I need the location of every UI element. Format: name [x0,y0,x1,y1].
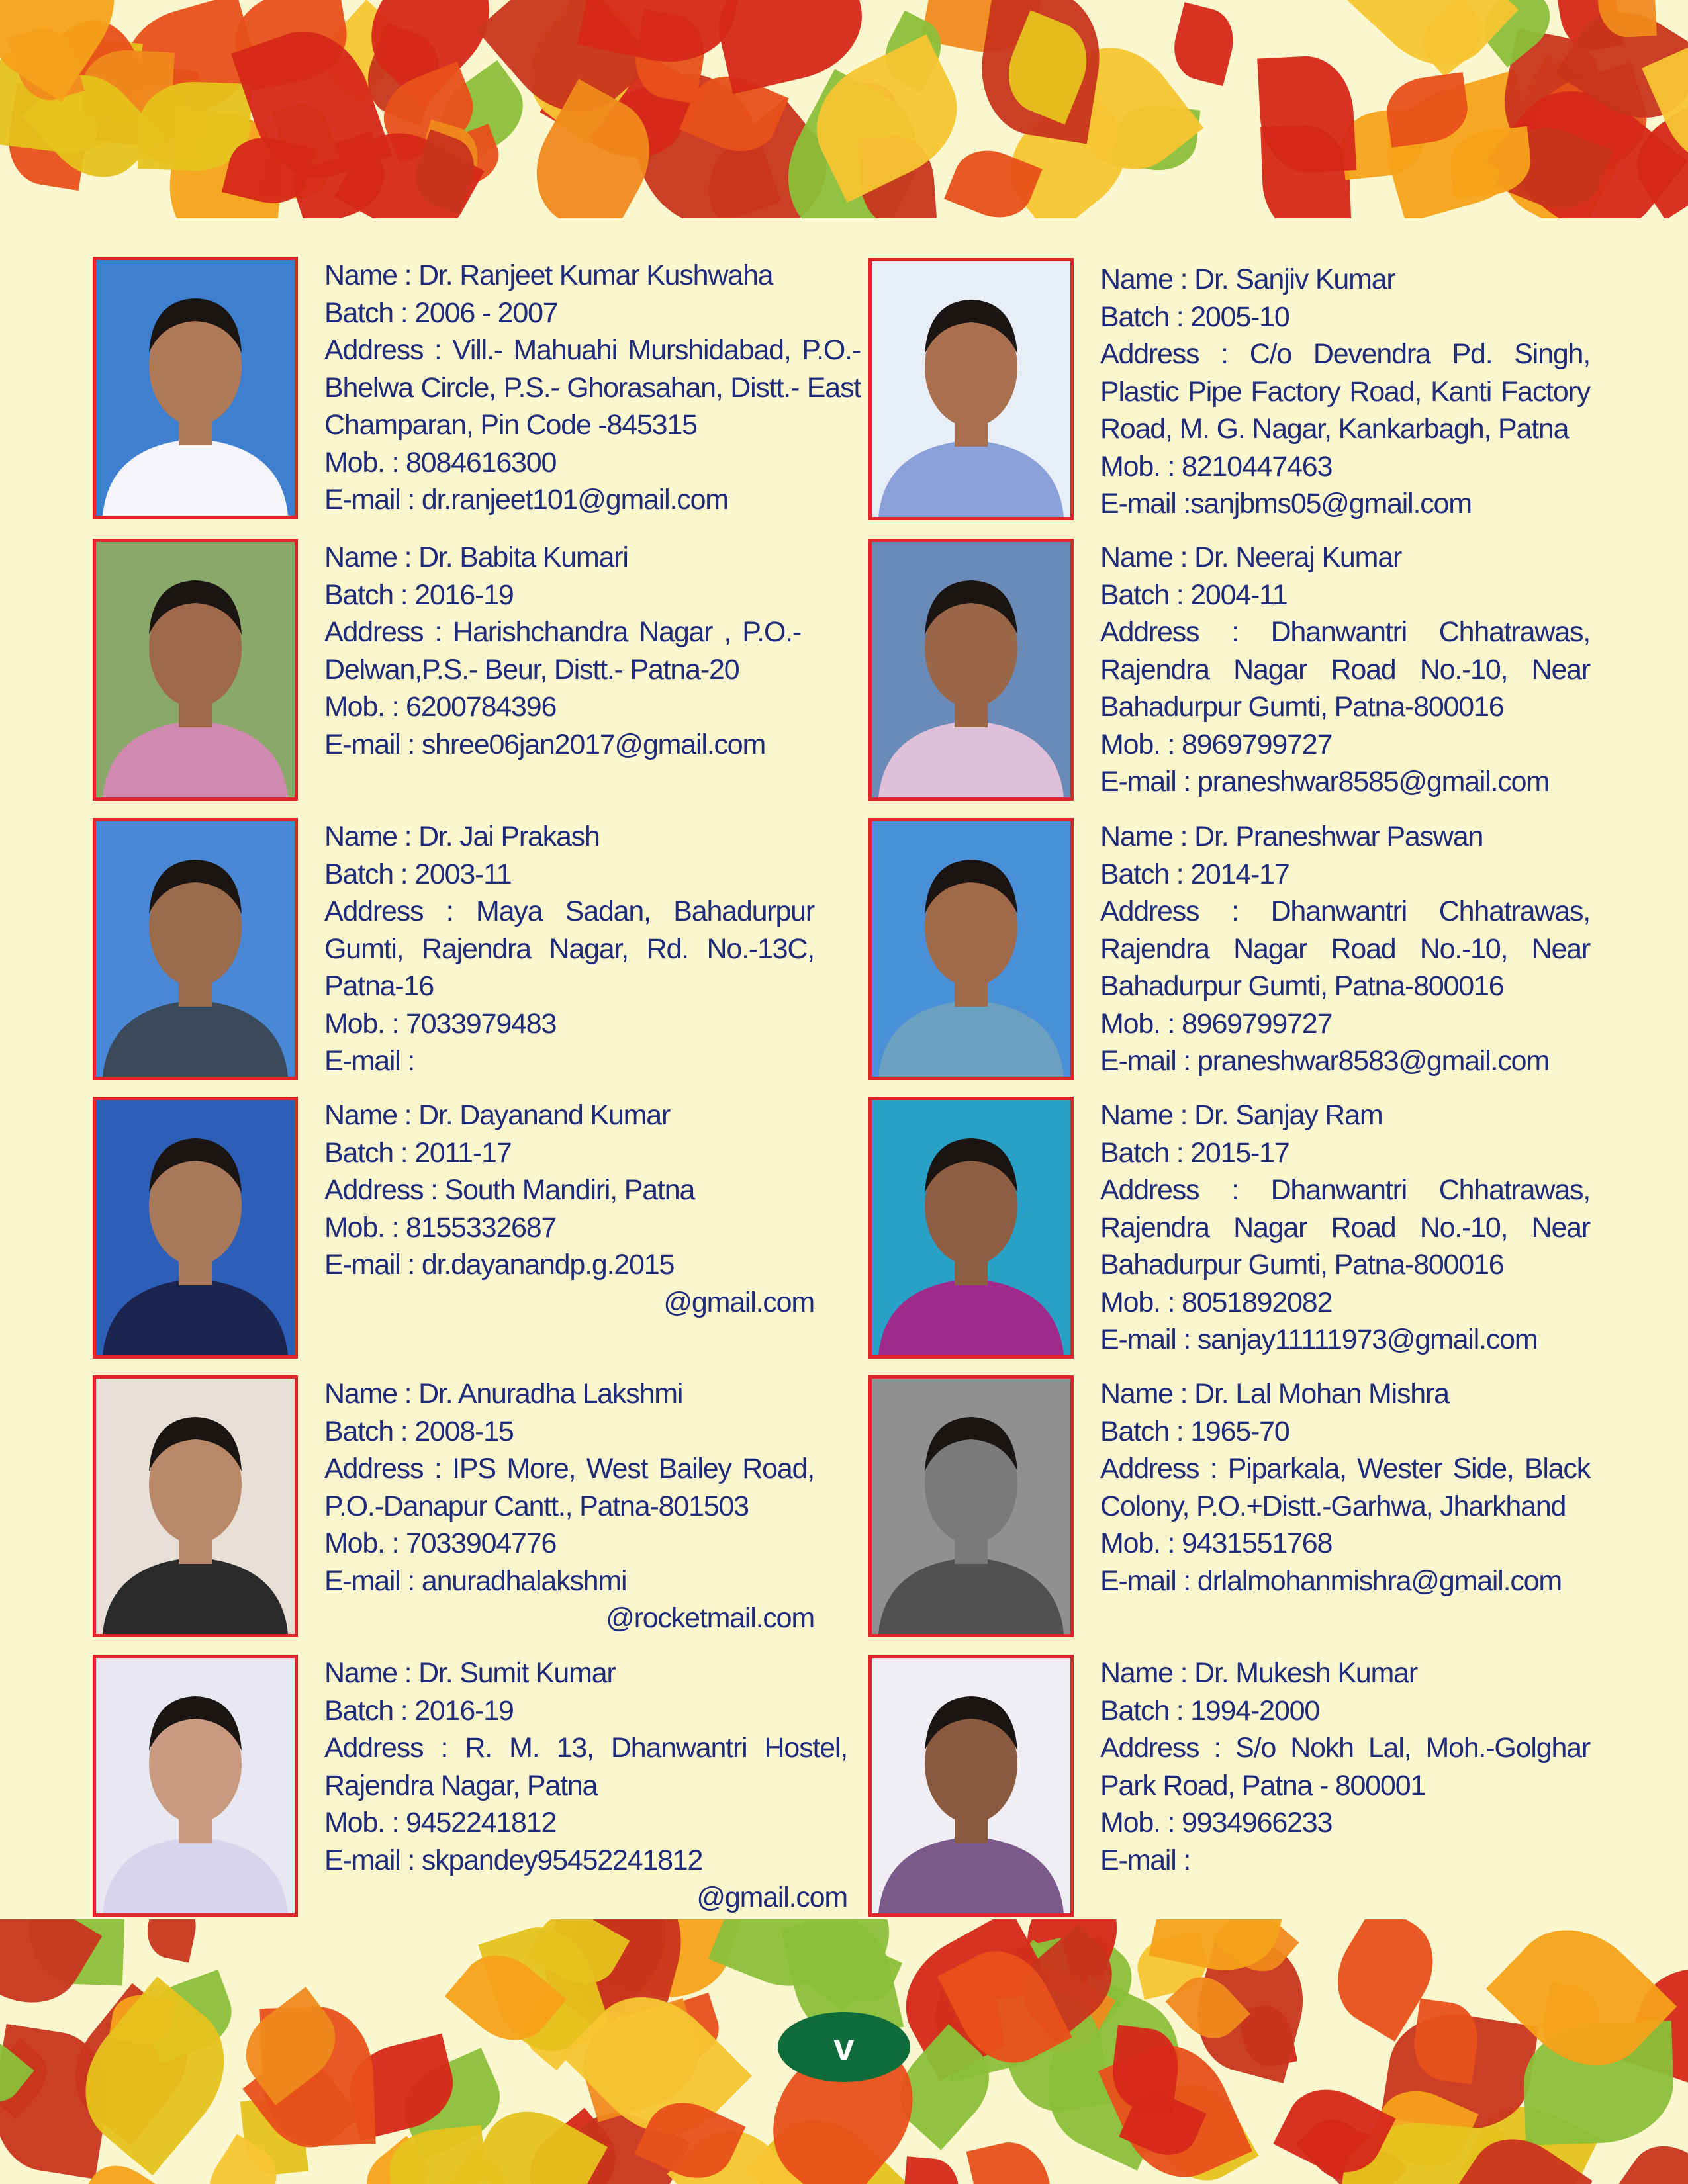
member-address: Address : Vill.- Mahuahi Murshidabad, P.O.- Bhelwa Circle, P.S.- Ghorasahan, Distt.- East Champaran, Pin Code -845315 [324,334,861,441]
member-mobile: Mob. : 9431551768 [1100,1527,1333,1559]
member-email: E-mail : [1100,1844,1191,1876]
member-batch: Batch : 2003-11 [324,858,512,890]
member-batch: Batch : 2004-11 [1100,578,1288,611]
member-name: Name : Dr. Dayanand Kumar [324,1099,671,1131]
member-email: E-mail : skpandey95452241812 [324,1844,703,1876]
member-photo [868,258,1074,520]
page-number-badge: v [778,2012,910,2082]
member-card [93,539,861,803]
member-address: Address : Piparkala, Wester Side, Black Colony, P.O.+Distt.-Garhwa, Jharkhand [1100,1453,1590,1522]
member-details [1100,818,1636,1080]
member-batch: Batch : 2005-10 [1100,300,1289,333]
member-card [868,539,1636,803]
member-email-continued: @rocketmail.com [606,1602,814,1634]
member-card [93,1655,861,1919]
leaf-decoration [385,2125,489,2184]
member-email: E-mail :sanjbms05@gmail.com [1100,488,1472,520]
member-email: E-mail : [324,1045,415,1077]
member-photo [93,1097,298,1359]
member-photo [868,1655,1074,1917]
member-email-continued: @gmail.com [663,1286,814,1318]
member-email: E-mail : dr.dayanandp.g.2015 [324,1249,675,1281]
member-name: Name : Dr. Lal Mohan Mishra [1100,1378,1449,1410]
member-name: Name : Dr. Ranjeet Kumar Kushwaha [324,259,773,291]
member-name: Name : Dr. Jai Prakash [324,821,600,852]
member-card [868,818,1636,1083]
member-details [324,1655,861,1917]
member-name: Name : Dr. Babita Kumari [324,541,628,573]
member-name: Name : Dr. Neeraj Kumar [1100,541,1402,573]
member-batch: Batch : 2016-19 [324,578,514,611]
member-mobile: Mob. : 9934966233 [1100,1807,1333,1839]
member-card [93,1375,861,1640]
member-address: Address : Dhanwantri Chhatrawas, Rajendra Nagar Road No.-10, Near Bahadurpur Gumti, Patna-800016 [1100,895,1590,1002]
member-details [324,1375,861,1637]
member-email: E-mail : praneshwar8585@gmail.com [1100,766,1550,797]
member-batch: Batch : 2011-17 [324,1136,512,1169]
member-batch: Batch : 1994-2000 [1100,1694,1320,1727]
member-photo [868,1097,1074,1359]
member-email: E-mail : drlalmohanmishra@gmail.com [1100,1565,1562,1597]
member-batch: Batch : 2016-19 [324,1694,514,1727]
member-email: E-mail : dr.ranjeet101@gmail.com [324,484,728,516]
member-mobile: Mob. : 8155332687 [324,1211,557,1244]
member-details [324,539,861,763]
member-batch: Batch : 2015-17 [1100,1136,1289,1169]
member-photo [93,257,298,519]
member-email-continued: @gmail.com [696,1882,847,1913]
member-mobile: Mob. : 7033979483 [324,1007,557,1040]
member-address: Address : Dhanwantri Chhatrawas, Rajendra Nagar Road No.-10, Near Bahadurpur Gumti, Patna-800016 [1100,1174,1590,1281]
member-card [93,257,861,522]
member-address: Address : Dhanwantri Chhatrawas, Rajendra Nagar Road No.-10, Near Bahadurpur Gumti, Patna-800016 [1100,616,1590,723]
top-leaf-border [0,0,1688,218]
member-name: Name : Dr. Sumit Kumar [324,1657,616,1689]
member-address: Address : IPS More, West Bailey Road, P.O.-Danapur Cantt., Patna-801503 [324,1453,814,1522]
member-address: Address : Harishchandra Nagar , P.O.- Delwan,P.S.- Beur, Distt.- Patna-20 [324,616,801,686]
member-card [868,258,1636,523]
member-details [1100,1097,1636,1359]
member-name: Name : Dr. Anuradha Lakshmi [324,1378,683,1410]
member-batch: Batch : 2014-17 [1100,858,1289,890]
leaf-decoration [901,2156,962,2184]
member-name: Name : Dr. Praneshwar Paswan [1100,821,1483,852]
member-details [1100,261,1636,523]
member-name: Name : Dr. Sanjay Ram [1100,1099,1383,1131]
member-batch: Batch : 1965-70 [1100,1415,1289,1447]
member-mobile: Mob. : 8210447463 [1100,450,1333,482]
member-card [868,1655,1636,1919]
leaf-decoration [1167,2,1241,86]
member-photo [93,1375,298,1637]
member-batch: Batch : 2006 - 2007 [324,296,558,329]
leaf-decoration [1616,2131,1688,2184]
member-batch: Batch : 2008-15 [324,1415,514,1447]
member-email: E-mail : sanjay11111973@gmail.com [1100,1324,1538,1355]
member-address: Address : R. M. 13, Dhanwantri Hostel, Rajendra Nagar, Patna [324,1732,847,1801]
leaf-decoration [966,2135,1058,2184]
member-details [1100,539,1636,801]
member-mobile: Mob. : 8051892082 [1100,1286,1333,1318]
member-address: Address : South Mandiri, Patna [324,1174,695,1206]
member-details [1100,1375,1636,1600]
member-photo [93,1655,298,1917]
member-details [324,818,861,1080]
member-card [868,1375,1636,1640]
member-mobile: Mob. : 7033904776 [324,1527,557,1559]
member-card [93,1097,861,1361]
member-photo [93,539,298,801]
member-mobile: Mob. : 9452241812 [324,1807,557,1839]
member-photo [93,818,298,1080]
member-mobile: Mob. : 6200784396 [324,691,557,723]
member-details [324,1097,861,1321]
member-name: Name : Dr. Sanjiv Kumar [1100,263,1395,295]
member-photo [868,1375,1074,1637]
member-email: E-mail : anuradhalakshmi [324,1565,627,1597]
member-name: Name : Dr. Mukesh Kumar [1100,1657,1417,1689]
member-email: E-mail : shree06jan2017@gmail.com [324,728,766,760]
member-card [93,818,861,1083]
member-photo [868,818,1074,1080]
leaf-decoration [142,1919,201,1962]
member-photo [868,539,1074,801]
member-mobile: Mob. : 8969799727 [1100,728,1333,760]
member-address: Address : Maya Sadan, Bahadurpur Gumti, Rajendra Nagar, Rd. No.-13C, Patna-16 [324,895,814,1002]
member-address: Address : C/o Devendra Pd. Singh, Plastic Pipe Factory Road, Kanti Factory Road, M. G. Nagar, Kankarbagh, Patna [1100,338,1590,445]
member-address: Address : S/o Nokh Lal, Moh.-Golghar Park Road, Patna - 800001 [1100,1732,1590,1801]
member-card [868,1097,1636,1361]
member-details [1100,1655,1636,1879]
member-mobile: Mob. : 8084616300 [324,446,557,478]
member-email: E-mail : praneshwar8583@gmail.com [1100,1045,1550,1077]
member-details [324,257,861,519]
member-mobile: Mob. : 8969799727 [1100,1007,1333,1040]
